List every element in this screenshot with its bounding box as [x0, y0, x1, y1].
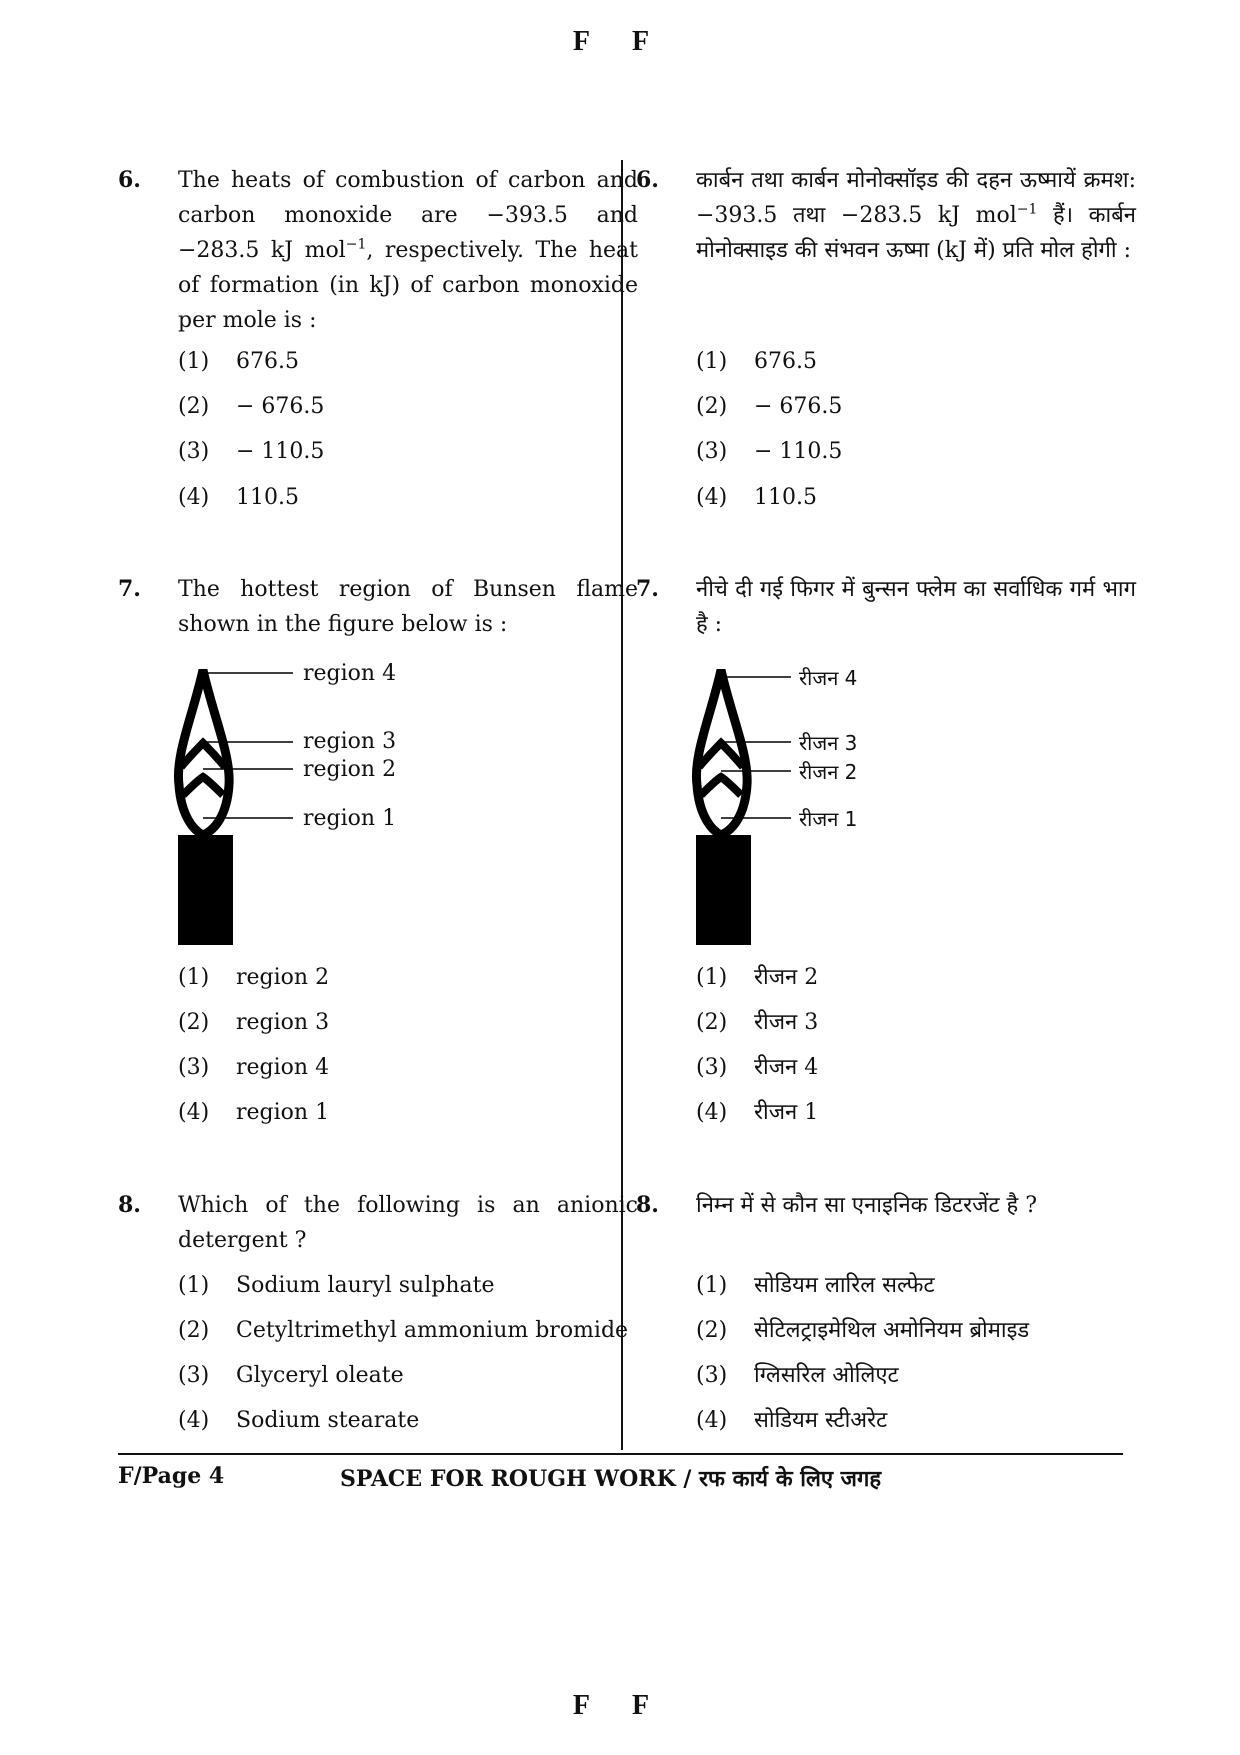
option-3[interactable]: (3) रीजन 4 [696, 1055, 819, 1080]
inner-cone-upper [181, 743, 225, 767]
burner-tube [696, 835, 751, 945]
option-2[interactable]: (2) सेटिलट्राइमेथिल अमोनियम ब्रोमाइड [696, 1318, 1030, 1343]
inner-cone-upper [699, 743, 743, 767]
question-number: 8. [118, 1192, 141, 1218]
question-number: 6. [636, 167, 659, 193]
rough-work-label: SPACE FOR ROUGH WORK / रफ कार्य के लिए जगह [340, 1466, 882, 1492]
option-1[interactable]: (1) region 2 [178, 965, 330, 990]
option-2[interactable]: (2) Cetyltrimethyl ammonium bromide [178, 1318, 629, 1343]
label-region-3: region 3 [303, 729, 397, 754]
outer-flame [178, 670, 229, 835]
question-text: The heats of combustion of carbon and carbon monoxide are −393.5 and −283.5 kJ mol$^{-1}$, respectively. The heat of formation (in kJ) of carbon monoxide per mole is : [178, 168, 639, 333]
option-4[interactable]: (4) 110.5 [178, 485, 299, 510]
question-text: Which of the following is an anionic detergent ? [178, 1193, 638, 1253]
question-text: कार्बन तथा कार्बन मोनोक्सॉइड की दहन ऊष्मायें क्रमश: −393.5 तथा −283.5 kJ mol$^{-1}$ हैं। कार्बन मोनोक्साइड की संभवन ऊष्मा (kJ में) प्रति मोल होगी : [696, 168, 1136, 263]
option-1[interactable]: (1) 676.5 [178, 349, 299, 374]
label-region-3: रीजन 3 [799, 731, 858, 755]
option-4[interactable]: (4) region 1 [178, 1100, 330, 1125]
option-4[interactable]: (4) सोडियम स्टीअरेट [696, 1408, 888, 1433]
option-3[interactable]: (3) Glyceryl oleate [178, 1363, 404, 1388]
label-region-2: रीजन 2 [799, 760, 858, 784]
option-1[interactable]: (1) रीजन 2 [696, 965, 819, 990]
question-number: 8. [636, 1192, 659, 1218]
option-3[interactable]: (3) ग्लिसरिल ओलिएट [696, 1363, 899, 1388]
option-2[interactable]: (2) − 676.5 [696, 394, 843, 419]
question-text: निम्न में से कौन सा एनाइनिक डिटरजेंट है ? [696, 1193, 1038, 1218]
question-text: The hottest region of Bunsen flame shown in the figure below is : [178, 577, 638, 637]
question-number: 7. [118, 576, 141, 602]
bunsen-flame-figure-hi [691, 655, 931, 945]
inner-cone-lower [183, 777, 223, 795]
outer-flame [696, 670, 747, 835]
question-text: नीचे दी गई फिगर में बुन्सन फ्लेम का सर्वाधिक गर्म भाग है : [696, 577, 1136, 637]
set-code-header: F F [572, 26, 668, 57]
option-1[interactable]: (1) Sodium lauryl sulphate [178, 1273, 495, 1298]
question-6-hi [636, 163, 1136, 510]
page-label: F/Page 4 [118, 1463, 225, 1489]
question-8-hi [636, 1188, 1136, 1433]
question-8-en [118, 1188, 638, 1433]
question-7-hi [636, 572, 1136, 642]
label-region-1: region 1 [303, 806, 397, 831]
label-region-1: रीजन 1 [799, 807, 858, 831]
set-code-footer: F F [572, 1690, 668, 1721]
footer-rule [118, 1453, 1123, 1455]
option-2[interactable]: (2) रीजन 3 [696, 1010, 819, 1035]
question-number: 7. [636, 576, 659, 602]
inner-cone-lower [701, 777, 741, 795]
option-1[interactable]: (1) 676.5 [696, 349, 817, 374]
label-region-2: region 2 [303, 757, 397, 782]
option-1[interactable]: (1) सोडियम लारिल सल्फेट [696, 1273, 935, 1298]
option-2[interactable]: (2) region 3 [178, 1010, 330, 1035]
label-region-4: रीजन 4 [799, 666, 858, 690]
option-4[interactable]: (4) रीजन 1 [696, 1100, 819, 1125]
question-7-en [118, 572, 638, 642]
option-2[interactable]: (2) − 676.5 [178, 394, 325, 419]
burner-tube [178, 835, 233, 945]
question-6-en [118, 163, 639, 510]
bunsen-flame-figure-en [173, 655, 413, 945]
option-3[interactable]: (3) region 4 [178, 1055, 330, 1080]
option-4[interactable]: (4) Sodium stearate [178, 1408, 420, 1433]
option-4[interactable]: (4) 110.5 [696, 485, 817, 510]
option-3[interactable]: (3) − 110.5 [696, 439, 843, 464]
option-3[interactable]: (3) − 110.5 [178, 439, 325, 464]
question-number: 6. [118, 167, 141, 193]
label-region-4: region 4 [303, 661, 397, 686]
